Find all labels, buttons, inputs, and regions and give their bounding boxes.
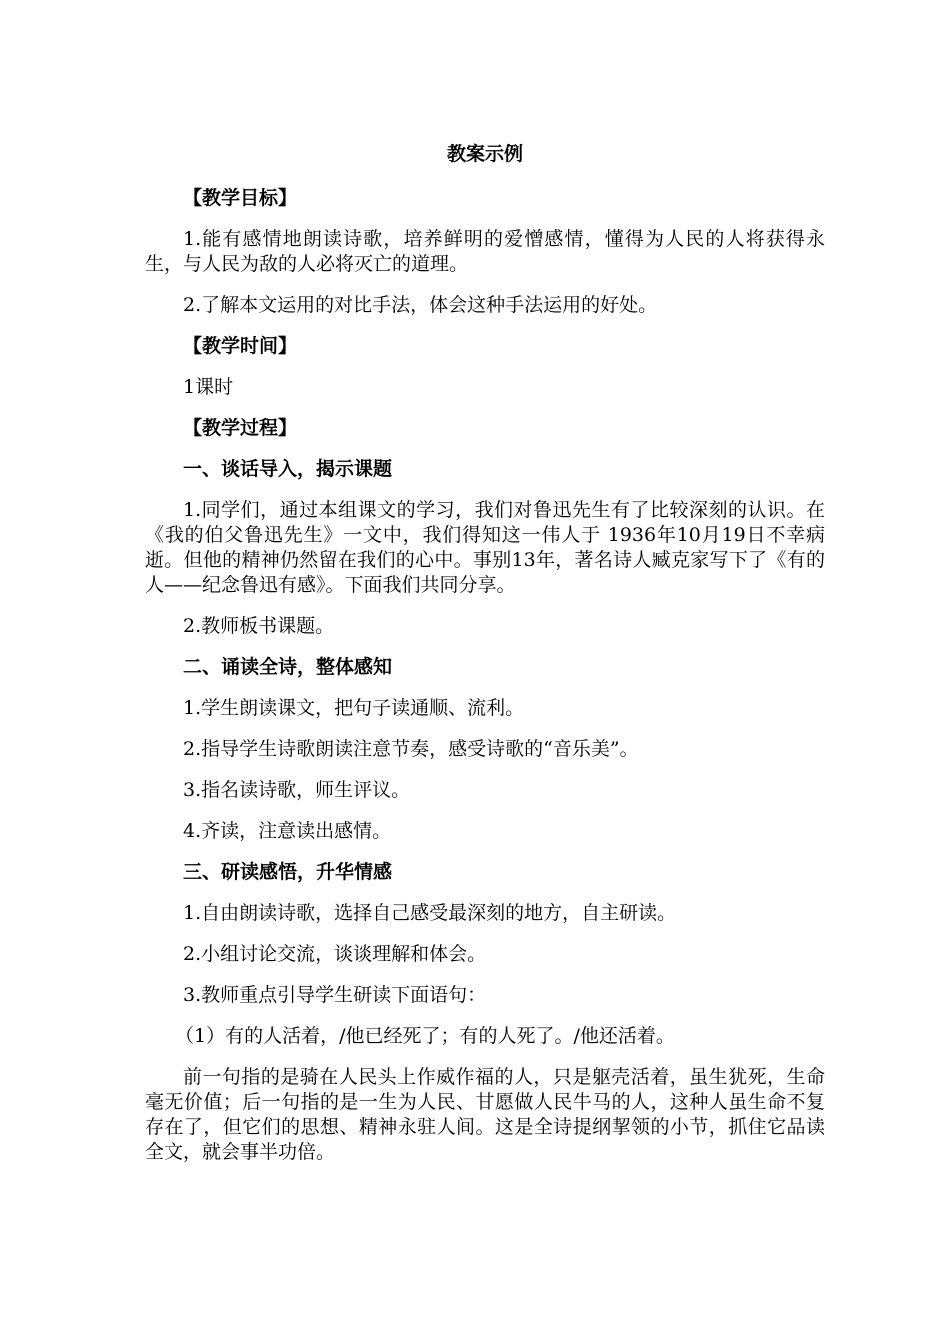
goal-1: 1.能有感情地朗读诗歌，培养鲜明的爱憎感情，懂得为人民的人将获得永生，与人民为敌的人必将灭亡的道理。 [145,228,825,275]
document-title: 教案示例 [446,143,523,165]
part3-heading: 三、研读感悟，升华情感 [183,861,393,883]
process-heading: 【教学过程】 [183,417,298,439]
time-value: 1课时 [183,376,234,398]
part2-item4: 4.齐读，注意读出感情。 [183,820,392,842]
goal-2: 2.了解本文运用的对比手法，体会这种手法运用的好处。 [183,294,658,316]
part3-item2: 2.小组讨论交流，谈谈理解和体会。 [183,943,487,965]
part2-item2: 2.指导学生诗歌朗读注意节奏，感受诗歌的“音乐美”。 [183,738,639,760]
part1-heading: 一、谈话导入，揭示课题 [183,458,393,480]
part2-item3: 3.指名读诗歌，师生评议。 [183,779,411,801]
time-heading: 【教学时间】 [183,335,298,357]
part1-item1: 1.同学们，通过本组课文的学习，我们对鲁迅先生有了比较深刻的认识。在《我的伯父鲁迅先生》一文中，我们得知这一伟人于 1936年10月19日不幸病逝。但他的精神仍然留在我们的心中。事别13年，著名诗人臧克家写下了《有的人——纪念鲁迅有感》。下面我们共同分享。 [145,499,825,596]
part2-heading: 二、诵读全诗，整体感知 [183,656,393,678]
part3-explain: 前一句指的是骑在人民头上作威作福的人，只是躯壳活着，虽生犹死，生命毫无价值；后一句指的是一生为人民、甘愿做人民牛马的人，这种人虽生命不复存在了，但它们的思想、精神永驻人间。这是全诗提纲挈领的小节，抓住它品读全文，就会事半功倍。 [145,1066,825,1163]
lesson-plan-page [145,140,825,1181]
part3-quote: （1）有的人活着，/他已经死了；有的人死了。/他还活着。 [175,1025,675,1047]
part3-item1: 1.自由朗读诗歌，选择自己感受最深刻的地方，自主研读。 [183,902,677,924]
part2-item1: 1.学生朗读课文，把句子读通顺、流利。 [183,697,525,719]
goals-heading: 【教学目标】 [183,187,298,209]
part1-item2: 2.教师板书课题。 [183,615,335,637]
part3-item3: 3.教师重点引导学生研读下面语句： [183,984,487,1006]
